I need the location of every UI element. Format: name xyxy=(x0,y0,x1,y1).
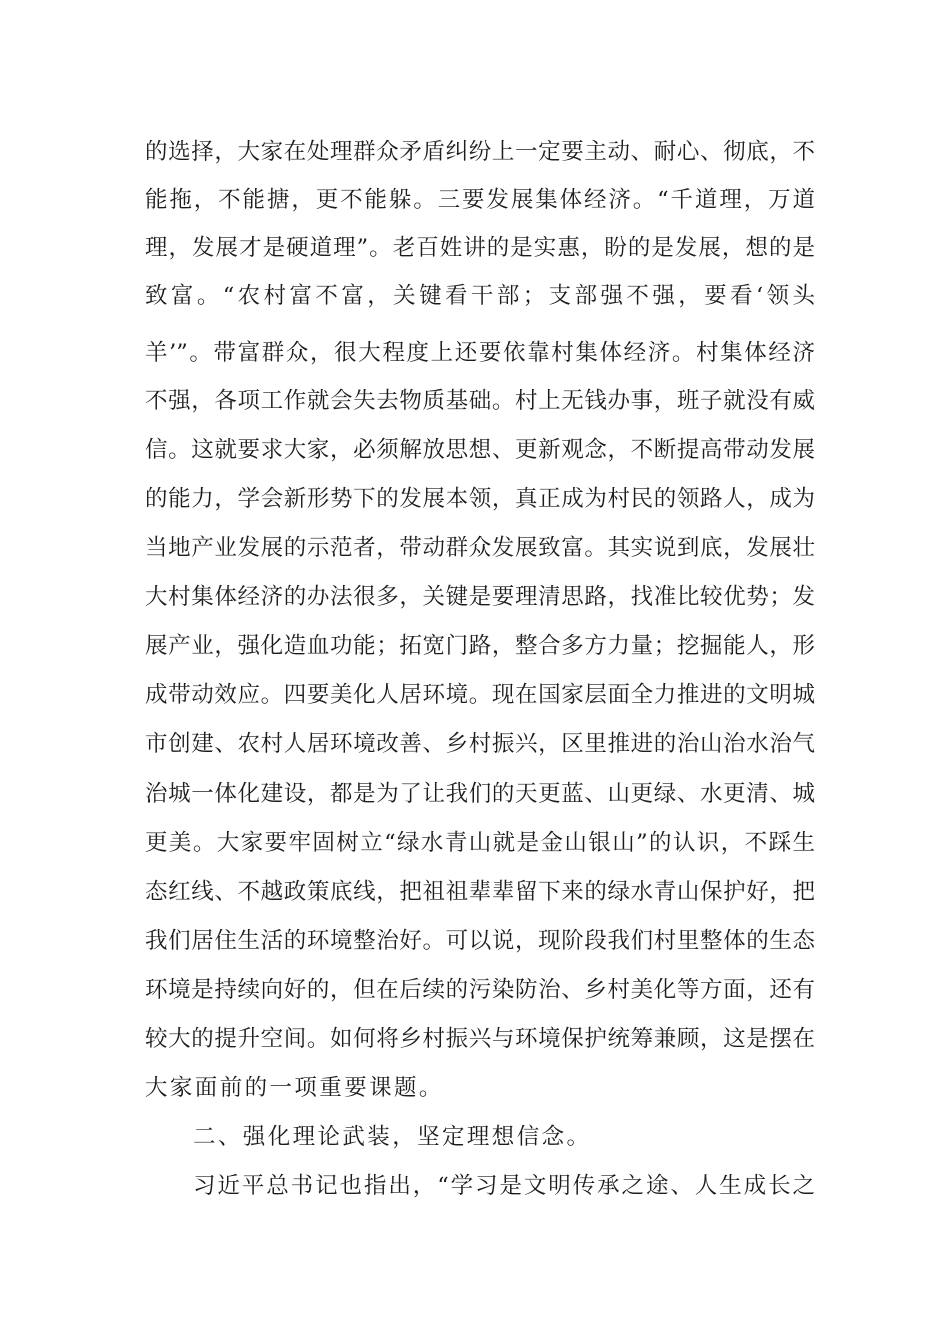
text-line: 态红线、不越政策底线，把祖祖辈辈留下来的绿水青山保护好，把 xyxy=(145,879,815,905)
text-line: 环境是持续向好的，但在后续的污染防治、乡村美化等方面，还有 xyxy=(145,977,815,1003)
section-heading: 二、强化理论武装，坚定理想信念。 xyxy=(193,1124,592,1150)
text-line: 能拖，不能搪，更不能躲。三要发展集体经济。“千道理，万道 xyxy=(145,187,815,213)
paragraph-first-line: 习近平总书记也指出，“学习是文明传承之途、人生成长之 xyxy=(193,1173,815,1199)
text-line: 的选择，大家在处理群众矛盾纠纷上一定要主动、耐心、彻底，不 xyxy=(145,139,815,165)
text-line: 不强，各项工作就会失去物质基础。村上无钱办事，班子就没有威 xyxy=(145,388,815,414)
text-line: 展产业，强化造血功能；拓宽门路，整合多方力量；挖掘能人，形 xyxy=(145,633,815,659)
text-line: 成带动效应。四要美化人居环境。现在国家层面全力推进的文明城 xyxy=(145,682,815,708)
text-line: 较大的提升空间。如何将乡村振兴与环境保护统筹兼顾，这是摆在 xyxy=(145,1026,815,1052)
text-line: 当地产业发展的示范者，带动群众发展致富。其实说到底，发展壮 xyxy=(145,535,815,561)
text-line: 致富。“农村富不富，关键看干部；支部强不强，要看‘领头 xyxy=(145,283,815,309)
text-line: 大村集体经济的办法很多，关键是要理清思路，找准比较优势；发 xyxy=(145,584,815,610)
text-line: 市创建、农村人居环境改善、乡村振兴，区里推进的治山治水治气 xyxy=(145,731,815,757)
text-line: 治城一体化建设，都是为了让我们的天更蓝、山更绿、水更清、城 xyxy=(145,781,815,807)
text-line: 的能力，学会新形势下的发展本领，真正成为村民的领路人，成为 xyxy=(145,486,815,512)
text-line: 理，发展才是硬道理”。老百姓讲的是实惠，盼的是发展，想的是 xyxy=(145,235,815,261)
text-line: 羊’”。带富群众，很大程度上还要依靠村集体经济。村集体经济 xyxy=(145,340,815,366)
paragraph-last-line: 大家面前的一项重要课题。 xyxy=(145,1075,444,1101)
text-line: 我们居住生活的环境整治好。可以说，现阶段我们村里整体的生态 xyxy=(145,928,815,954)
text-line: 信。这就要求大家，必须解放思想、更新观念，不断提高带动发展 xyxy=(145,437,815,463)
text-line: 更美。大家要牢固树立“绿水青山就是金山银山”的认识，不踩生 xyxy=(145,830,815,856)
